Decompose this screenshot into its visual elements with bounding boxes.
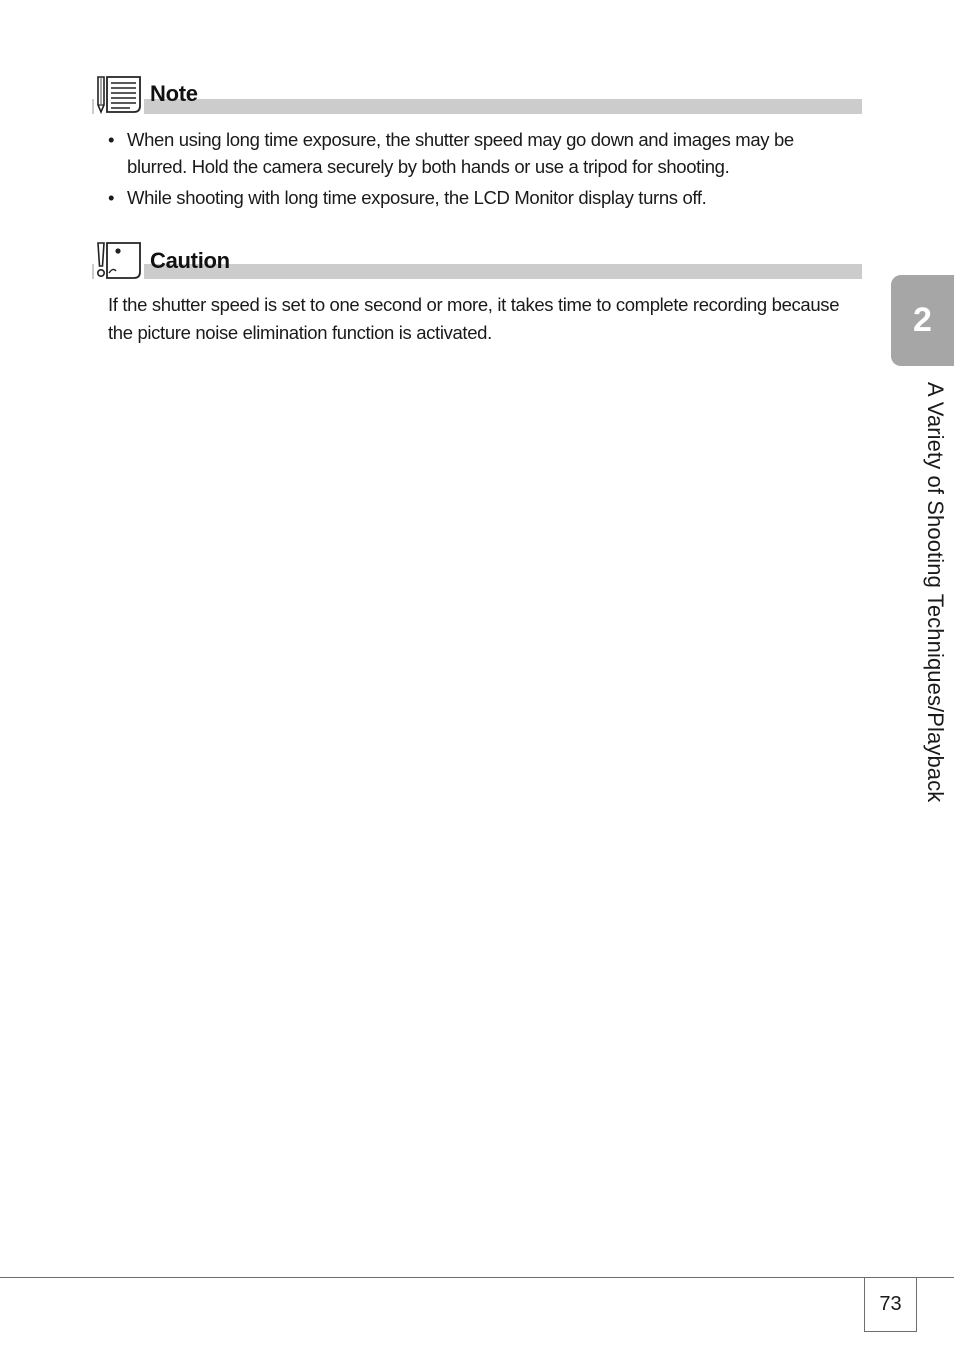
- list-item: [108, 184, 848, 211]
- note-item-text: While shooting with long time exposure, the LCD Monitor display turns off.: [127, 187, 707, 208]
- page-number: [864, 1277, 917, 1332]
- note-header: [92, 75, 862, 115]
- bullet-dot: •: [108, 187, 115, 208]
- chapter-tab: [891, 275, 954, 366]
- note-title: Note: [150, 81, 198, 106]
- footer-rule: [0, 1277, 954, 1278]
- bullet-dot: •: [108, 129, 115, 150]
- note-bullet-list: [108, 126, 848, 215]
- note-header-bar: [92, 99, 862, 114]
- caution-header: [92, 241, 862, 281]
- chapter-number: 2: [913, 301, 932, 339]
- note-pad-icon: [94, 75, 144, 115]
- caution-title: Caution: [150, 248, 230, 273]
- caution-text: If the shutter speed is set to one second or more, it takes time to complete recording because the picture noise elimination function is activated.: [108, 294, 840, 343]
- list-item: [108, 126, 848, 180]
- caution-exclamation-icon: [94, 241, 144, 281]
- chapter-title: A Variety of Shooting Techniques/Playback: [923, 382, 948, 803]
- page-number-text: 73: [879, 1292, 902, 1315]
- note-item-text: When using long time exposure, the shutter speed may go down and images may be blurred. Hold the camera securely by both hands or use a tripod for shooting.: [127, 129, 794, 177]
